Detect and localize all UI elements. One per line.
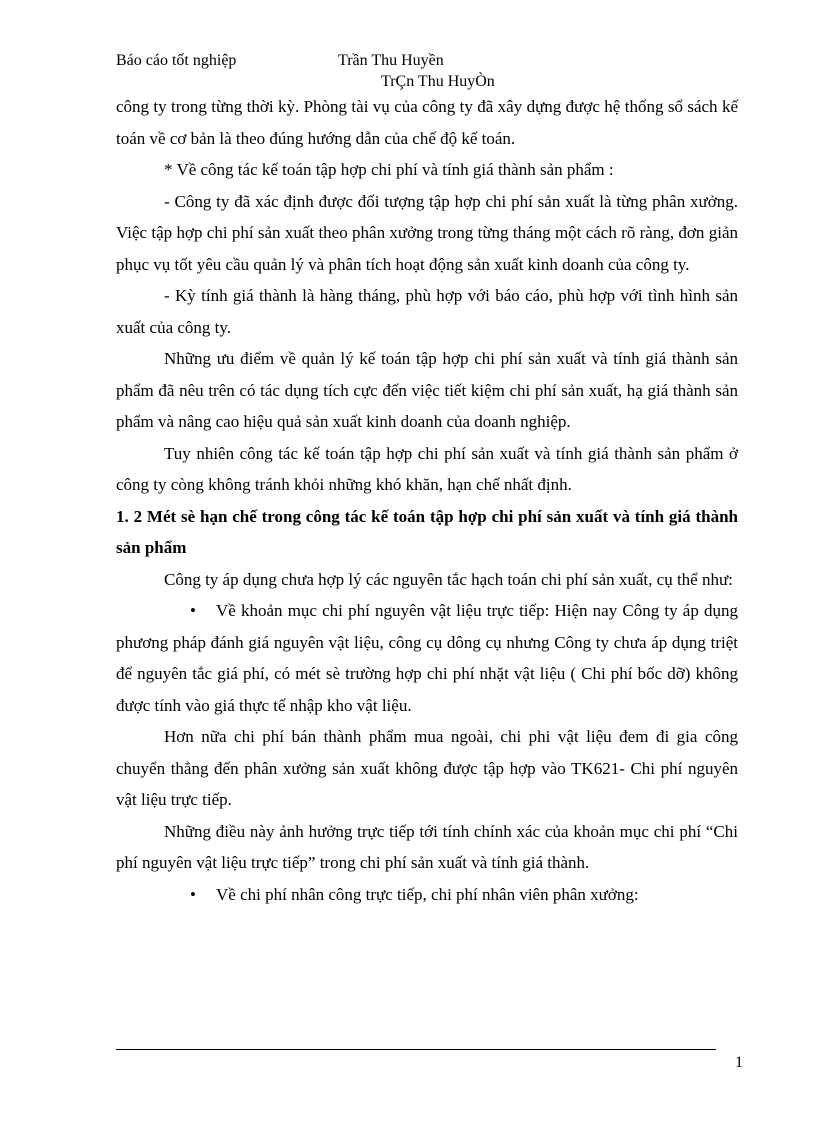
paragraph-7: Công ty áp dụng chưa hợp lý các nguyên tắc hạch toán chi phí sản xuất, cụ thể như: (164, 569, 733, 589)
footer-rule (116, 1049, 716, 1050)
header-author: Trần Thu Huyền (338, 52, 444, 69)
header-author-garbled: TrÇn Thu HuyÒn (381, 73, 495, 90)
bullet-icon: • (190, 601, 196, 620)
bullet-item-2 (116, 879, 738, 911)
bullet-text-1: Về khoản mục chi phí nguyên vật liệu trực tiếp: Hiện nay Công ty áp dụng phương pháp đánh giá nguyên vật liệu, công cụ dông cụ nhưng Công ty chưa áp dụng triệt để nguyên tắc giá phí, có mét sè trường hợp chi phí nhặt vật liệu ( Chi phí bốc dỡ) không được tính vào giá thực tế nhập kho vật liệu. (116, 601, 738, 715)
page-number: 1 (735, 1054, 743, 1071)
paragraph-6: Tuy nhiên công tác kế toán tập hợp chi phí sản xuất và tính giá thành sản phẩm ở công ty còng không tránh khỏi những khó khăn, hạn chế nhất định. (116, 443, 738, 494)
paragraph-2: * Về công tác kế toán tập hợp chi phí và tính giá thành sản phẩm : (164, 160, 614, 179)
section-heading: 1. 2 Mét sè hạn chế trong công tác kế toán tập hợp chi phí sản xuất và tính giá thành sản phẩm (116, 506, 738, 557)
paragraph-3: - Công ty đã xác định được đối tượng tập hợp chi phí sản xuất là từng phân xưởng. Việc tập hợp chi phí sản xuất theo phân xưởng trong từng tháng một cách rõ ràng, đơn giản phục vụ tốt yêu cầu quản lý và phân tích hoạt động sản xuất kinh doanh của công ty. (116, 191, 738, 274)
paragraph-8: Hơn nữa chi phí bán thành phẩm mua ngoài, chi phi vật liệu đem đi gia công chuyển thẳng đến phân xưởng sản xuất không được tập hợp vào TK621- Chi phí nguyên vật liệu trực tiếp. (116, 727, 738, 809)
paragraph-1: công ty trong từng thời kỳ. Phòng tài vụ của công ty đã xây dựng được hệ thống sổ sách kế toán về cơ bản là theo đúng hướng dẫn của chế độ kế toán. (116, 97, 738, 148)
paragraph-9: Những điều này ảnh hưởng trực tiếp tới tính chính xác của khoản mục chi phí “Chi phí nguyên vật liệu trực tiếp” trong chi phí sản xuất và tính giá thành. (116, 821, 738, 872)
bullet-text-2: Về chi phí nhân công trực tiếp, chi phí nhân viên phân xưởng: (216, 884, 639, 904)
bullet-icon: • (190, 884, 196, 904)
bullet-item-1 (116, 595, 738, 721)
header-left: Báo cáo tốt nghiệp (116, 52, 237, 69)
paragraph-5: Những ưu điểm về quản lý kế toán tập hợp chi phí sản xuất và tính giá thành sản phẩm đã nêu trên có tác dụng tích cực đến việc tiết kiệm chi phí sản xuất, hạ giá thành sản phẩm và nâng cao hiệu quả sản xuất kinh doanh của doanh nghiệp. (116, 349, 738, 431)
document-body (116, 91, 738, 910)
paragraph-4: - Kỳ tính giá thành là hàng tháng, phù hợp với báo cáo, phù hợp với tình hình sản xuất của công ty. (116, 286, 738, 337)
